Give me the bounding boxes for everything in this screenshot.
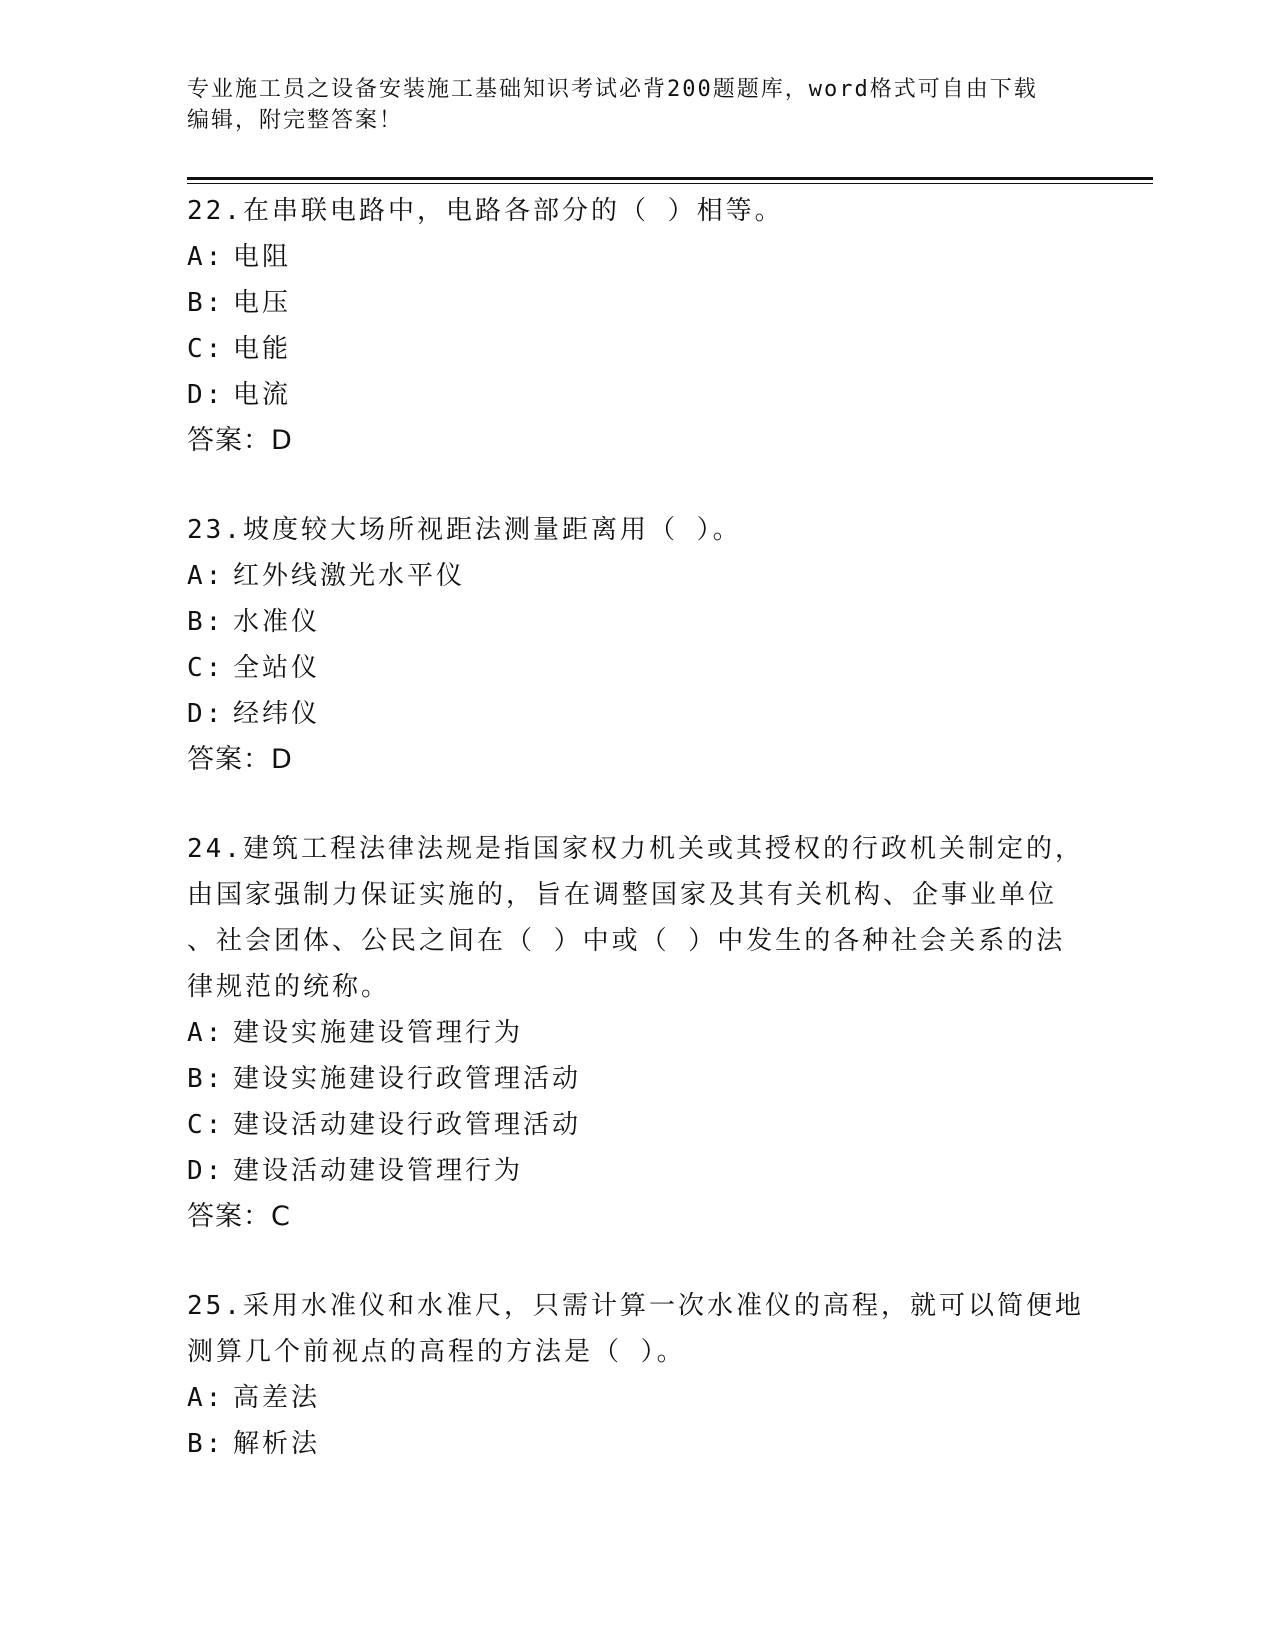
question-stem-line: 23.坡度较大场所视距法测量距离用（ ）。 bbox=[187, 515, 742, 545]
option-text: 电压 bbox=[233, 288, 292, 318]
question-block bbox=[187, 1283, 1087, 1467]
option-text: 建设实施建设行政管理活动 bbox=[233, 1064, 582, 1094]
question-stem-line: 25.采用水准仪和水准尺，只需计算一次水准仪的高程，就可以简便地 bbox=[187, 1291, 1084, 1321]
option-key: A: bbox=[187, 561, 225, 591]
option-text: 解析法 bbox=[233, 1429, 321, 1459]
document-header bbox=[187, 74, 1067, 136]
option-key: B: bbox=[187, 288, 225, 318]
answer-option bbox=[187, 1056, 1087, 1102]
answer-line: 答案：D bbox=[187, 425, 293, 456]
option-text: 红外线激光水平仪 bbox=[233, 561, 466, 591]
question-block bbox=[187, 507, 1087, 783]
answer-option bbox=[187, 372, 1087, 418]
question-stem-line: 测算几个前视点的高程的方法是（ ）。 bbox=[187, 1337, 686, 1367]
option-text: 高差法 bbox=[233, 1383, 321, 1413]
option-key: D: bbox=[187, 699, 225, 729]
option-text: 建设实施建设管理行为 bbox=[233, 1018, 524, 1048]
option-key: D: bbox=[187, 380, 225, 410]
answer-option bbox=[187, 280, 1087, 326]
question-block bbox=[187, 826, 1087, 1240]
answer-option bbox=[187, 234, 1087, 280]
option-text: 水准仪 bbox=[233, 607, 321, 637]
option-key: C: bbox=[187, 1110, 225, 1140]
option-text: 电阻 bbox=[233, 242, 292, 272]
header-divider-thick bbox=[187, 177, 1153, 180]
answer-option bbox=[187, 1375, 1087, 1421]
answer-option bbox=[187, 326, 1087, 372]
answer-option bbox=[187, 1010, 1087, 1056]
option-key: A: bbox=[187, 1383, 225, 1413]
question-stem-line: 由国家强制力保证实施的，旨在调整国家及其有关机构、企事业单位 bbox=[187, 880, 1058, 910]
answer-option bbox=[187, 1421, 1087, 1467]
option-key: A: bbox=[187, 1018, 225, 1048]
answer-option bbox=[187, 691, 1087, 737]
option-text: 建设活动建设管理行为 bbox=[233, 1156, 524, 1186]
option-text: 电能 bbox=[233, 334, 292, 364]
option-key: C: bbox=[187, 334, 225, 364]
option-text: 全站仪 bbox=[233, 653, 321, 683]
question-stem-line: 、社会团体、公民之间在（ ）中或（ ）中发生的各种社会关系的法 bbox=[187, 926, 1066, 956]
header-divider-thin bbox=[187, 183, 1153, 184]
option-key: B: bbox=[187, 1429, 225, 1459]
question-stem-line: 24.建筑工程法律法规是指国家权力机关或其授权的行政机关制定的， bbox=[187, 834, 1084, 864]
answer-line: 答案：D bbox=[187, 744, 293, 775]
question-stem-line: 律规范的统称。 bbox=[187, 972, 391, 1002]
answer-line: 答案：C bbox=[187, 1201, 291, 1232]
answer-option bbox=[187, 1102, 1087, 1148]
option-key: A: bbox=[187, 242, 225, 272]
answer-option bbox=[187, 599, 1087, 645]
header-line-1: 专业施工员之设备安装施工基础知识考试必背200题题库，word格式可自由下载 bbox=[187, 77, 1038, 102]
answer-option bbox=[187, 645, 1087, 691]
question-block bbox=[187, 188, 1087, 464]
question-list bbox=[187, 188, 1087, 1510]
option-key: B: bbox=[187, 1064, 225, 1094]
answer-option bbox=[187, 553, 1087, 599]
option-text: 电流 bbox=[233, 380, 292, 410]
header-line-2: 编辑，附完整答案！ bbox=[187, 108, 404, 133]
question-stem-line: 22.在串联电路中，电路各部分的（ ）相等。 bbox=[187, 196, 784, 226]
option-text: 建设活动建设行政管理活动 bbox=[233, 1110, 582, 1140]
option-key: D: bbox=[187, 1156, 225, 1186]
option-text: 经纬仪 bbox=[233, 699, 321, 729]
answer-option bbox=[187, 1148, 1087, 1194]
option-key: B: bbox=[187, 607, 225, 637]
option-key: C: bbox=[187, 653, 225, 683]
